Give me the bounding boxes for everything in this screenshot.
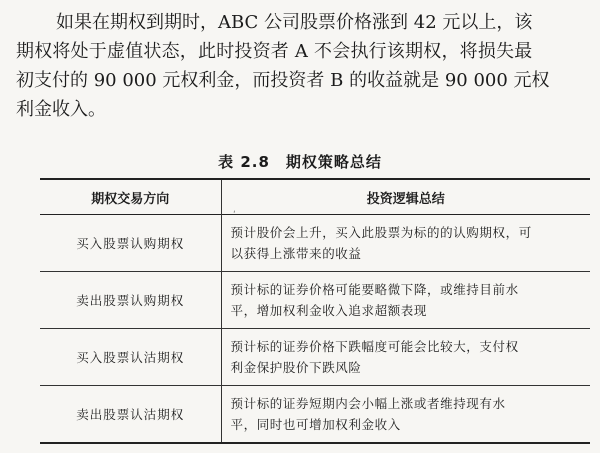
- table-row: [40, 215, 590, 272]
- direction-cell: 买入股票认购期权: [76, 235, 185, 251]
- logic-line: 预计股价会上升，买入此股票为标的的认购期权，可: [230, 225, 532, 240]
- logic-cell: [221, 386, 590, 444]
- table-header-row: [40, 179, 590, 215]
- table-row: [40, 329, 590, 386]
- table-caption: 表 2.8 期权策略总结: [218, 153, 382, 171]
- direction-cell: 卖出股票认购期权: [76, 292, 185, 308]
- paragraph-line-4: 利金收入。: [16, 99, 106, 120]
- logic-line: 预计标的证券价格可能要略微下降，或维持目前水: [230, 282, 519, 297]
- header-logic: 投资逻辑总结: [221, 179, 590, 215]
- paragraph-line-3: 初支付的 90 000 元权利金，而投资者 B 的收益就是 90 000 元权: [16, 70, 550, 91]
- scan-mark: ‘: [233, 210, 236, 220]
- table-row: [40, 386, 590, 444]
- paragraph-line-2: 期权将处于虚值状态，此时投资者 A 不会执行该期权，将损失最: [16, 41, 533, 62]
- paragraph-line-1: 如果在期权到期时，ABC 公司股票价格涨到 42 元以上，该: [56, 12, 533, 33]
- direction-cell: 买入股票认沽期权: [76, 349, 185, 365]
- logic-cell: [221, 329, 590, 386]
- logic-line: 以获得上涨带来的收益: [230, 246, 362, 261]
- direction-cell: 卖出股票认沽期权: [76, 406, 185, 422]
- body-paragraph: [16, 8, 586, 124]
- logic-line: 预计标的证券短期内会小幅上涨或者维持现有水: [230, 396, 506, 411]
- logic-cell: [221, 215, 590, 272]
- logic-line: 预计标的证券价格下跌幅度可能会比较大，支付权: [230, 339, 519, 354]
- logic-line: 平，增加权利金收入追求超额表现: [230, 303, 428, 318]
- logic-line: 利金保护股价下跌风险: [230, 360, 362, 375]
- logic-cell: [221, 272, 590, 329]
- header-direction: 期权交易方向: [91, 191, 170, 207]
- table-row: [40, 272, 590, 329]
- logic-line: 平，同时也可增加权利金收入: [230, 417, 401, 432]
- strategy-table: [40, 178, 590, 444]
